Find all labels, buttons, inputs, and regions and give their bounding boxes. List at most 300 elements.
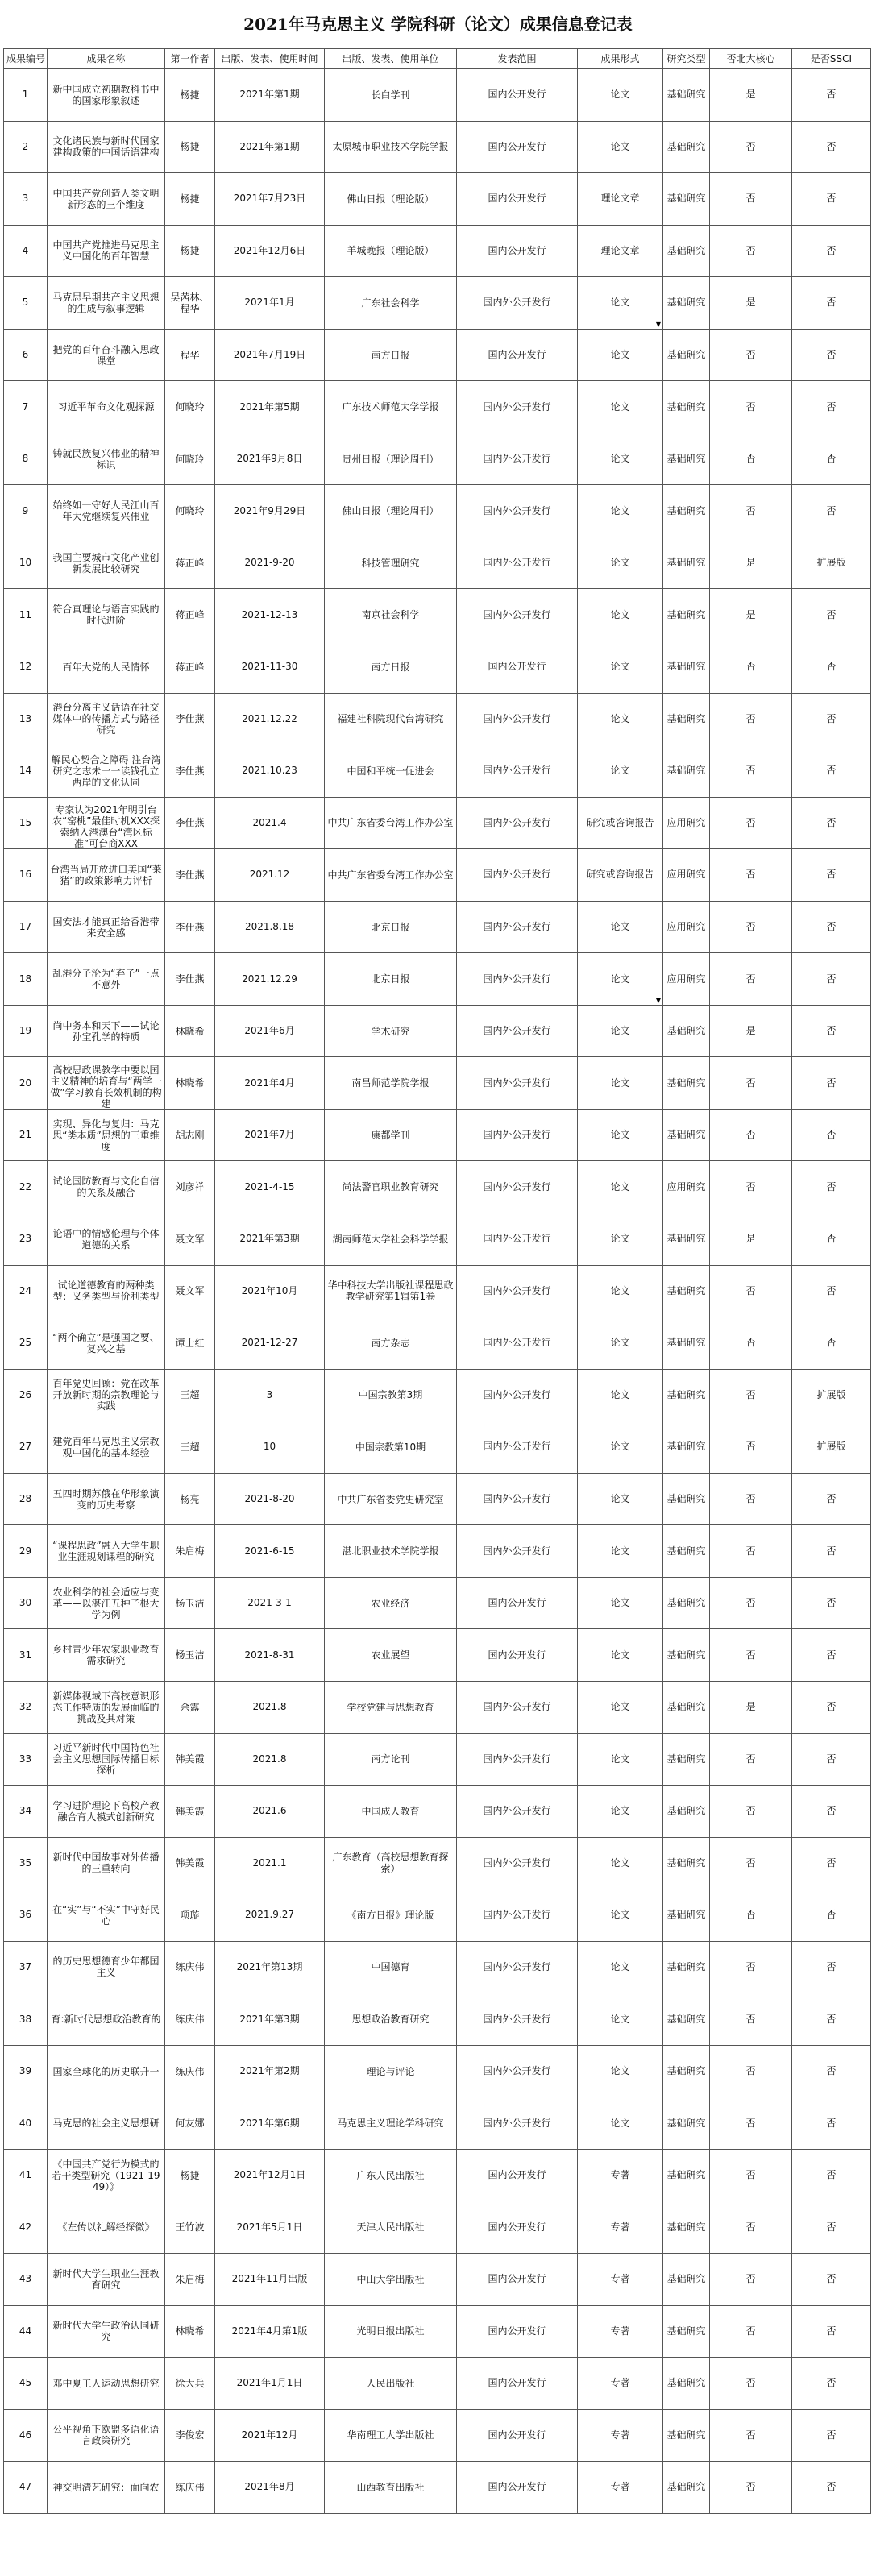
cell-author[interactable] xyxy=(165,1213,215,1266)
cell-name[interactable] xyxy=(48,901,165,953)
cell-time[interactable] xyxy=(215,2305,325,2358)
cell-form[interactable] xyxy=(578,1629,663,1682)
cell-type[interactable] xyxy=(663,1993,710,2046)
cell-type[interactable] xyxy=(663,2253,710,2305)
cell-core[interactable] xyxy=(710,641,792,694)
header-scope[interactable]: 发表范围 xyxy=(457,49,578,69)
cell-no[interactable] xyxy=(4,1317,48,1370)
cell-form[interactable] xyxy=(578,1889,663,1942)
cell-author[interactable] xyxy=(165,381,215,433)
cell-scope[interactable] xyxy=(457,2462,578,2514)
cell-type[interactable] xyxy=(663,1109,710,1161)
cell-unit[interactable] xyxy=(325,121,457,173)
cell-ssci[interactable] xyxy=(792,1265,871,1317)
cell-author[interactable] xyxy=(165,1421,215,1474)
cell-form[interactable] xyxy=(578,2305,663,2358)
cell-author[interactable] xyxy=(165,2149,215,2201)
cell-time[interactable] xyxy=(215,1733,325,1786)
cell-core[interactable] xyxy=(710,849,792,902)
cell-name[interactable] xyxy=(48,433,165,485)
cell-ssci[interactable] xyxy=(792,485,871,537)
cell-name[interactable] xyxy=(48,2358,165,2410)
cell-scope[interactable] xyxy=(457,2149,578,2201)
cell-name[interactable] xyxy=(48,2253,165,2305)
cell-unit[interactable] xyxy=(325,1629,457,1682)
cell-author[interactable] xyxy=(165,2462,215,2514)
cell-type[interactable] xyxy=(663,1057,710,1110)
cell-author[interactable] xyxy=(165,1317,215,1370)
cell-type[interactable] xyxy=(663,537,710,589)
cell-name[interactable] xyxy=(48,173,165,226)
cell-scope[interactable] xyxy=(457,901,578,953)
cell-ssci[interactable] xyxy=(792,2358,871,2410)
cell-no[interactable] xyxy=(4,69,48,122)
cell-scope[interactable] xyxy=(457,381,578,433)
cell-no[interactable] xyxy=(4,1265,48,1317)
cell-scope[interactable] xyxy=(457,1786,578,1838)
cell-type[interactable] xyxy=(663,2097,710,2150)
cell-ssci[interactable] xyxy=(792,2149,871,2201)
cell-time[interactable] xyxy=(215,1525,325,1578)
cell-core[interactable] xyxy=(710,173,792,226)
cell-author[interactable] xyxy=(165,745,215,798)
cell-ssci[interactable] xyxy=(792,2045,871,2097)
cell-core[interactable] xyxy=(710,1577,792,1629)
cell-scope[interactable] xyxy=(457,1109,578,1161)
cell-unit[interactable] xyxy=(325,953,457,1006)
header-time[interactable]: 出版、发表、使用时间 xyxy=(215,49,325,69)
cell-scope[interactable] xyxy=(457,2045,578,2097)
cell-core[interactable] xyxy=(710,225,792,277)
cell-no[interactable] xyxy=(4,1577,48,1629)
cell-scope[interactable] xyxy=(457,1213,578,1266)
cell-scope[interactable] xyxy=(457,693,578,745)
cell-author[interactable] xyxy=(165,641,215,694)
cell-time[interactable] xyxy=(215,225,325,277)
cell-core[interactable] xyxy=(710,1837,792,1889)
cell-form[interactable] xyxy=(578,1577,663,1629)
dropdown-arrow-icon[interactable]: ▼ xyxy=(655,320,661,328)
cell-scope[interactable] xyxy=(457,589,578,641)
cell-author[interactable] xyxy=(165,2305,215,2358)
header-core[interactable]: 否北大核心 xyxy=(710,49,792,69)
cell-unit[interactable] xyxy=(325,1265,457,1317)
cell-name[interactable] xyxy=(48,121,165,173)
cell-time[interactable] xyxy=(215,2045,325,2097)
cell-no[interactable] xyxy=(4,901,48,953)
cell-name[interactable] xyxy=(48,693,165,745)
cell-ssci[interactable] xyxy=(792,537,871,589)
dropdown-arrow-icon[interactable]: ▼ xyxy=(655,996,661,1004)
cell-author[interactable] xyxy=(165,1681,215,1733)
cell-name[interactable] xyxy=(48,225,165,277)
cell-author[interactable] xyxy=(165,1629,215,1682)
cell-no[interactable] xyxy=(4,2305,48,2358)
cell-unit[interactable] xyxy=(325,1941,457,1993)
cell-type[interactable] xyxy=(663,1941,710,1993)
cell-name[interactable] xyxy=(48,849,165,902)
cell-no[interactable] xyxy=(4,277,48,330)
cell-form[interactable] xyxy=(578,1993,663,2046)
cell-scope[interactable] xyxy=(457,537,578,589)
cell-time[interactable] xyxy=(215,745,325,798)
cell-time[interactable] xyxy=(215,2201,325,2254)
cell-form[interactable] xyxy=(578,693,663,745)
cell-time[interactable] xyxy=(215,1993,325,2046)
cell-no[interactable] xyxy=(4,1733,48,1786)
cell-time[interactable] xyxy=(215,1577,325,1629)
cell-core[interactable] xyxy=(710,1681,792,1733)
cell-type[interactable] xyxy=(663,953,710,1006)
cell-author[interactable] xyxy=(165,1786,215,1838)
cell-ssci[interactable] xyxy=(792,1837,871,1889)
cell-time[interactable] xyxy=(215,121,325,173)
cell-name[interactable] xyxy=(48,381,165,433)
cell-author[interactable] xyxy=(165,1993,215,2046)
cell-name[interactable] xyxy=(48,1786,165,1838)
cell-name[interactable] xyxy=(48,1369,165,1421)
cell-author[interactable] xyxy=(165,901,215,953)
cell-no[interactable] xyxy=(4,1941,48,1993)
cell-form[interactable] xyxy=(578,797,663,849)
cell-scope[interactable] xyxy=(457,953,578,1006)
cell-no[interactable] xyxy=(4,589,48,641)
cell-name[interactable] xyxy=(48,1161,165,1213)
cell-core[interactable] xyxy=(710,1993,792,2046)
cell-name[interactable] xyxy=(48,1473,165,1525)
cell-scope[interactable] xyxy=(457,849,578,902)
cell-form[interactable] xyxy=(578,1109,663,1161)
cell-name[interactable] xyxy=(48,797,165,849)
cell-author[interactable] xyxy=(165,1577,215,1629)
cell-form[interactable] xyxy=(578,329,663,381)
cell-no[interactable] xyxy=(4,849,48,902)
cell-core[interactable] xyxy=(710,2409,792,2462)
cell-time[interactable] xyxy=(215,1889,325,1942)
cell-no[interactable] xyxy=(4,1369,48,1421)
cell-core[interactable] xyxy=(710,2201,792,2254)
header-unit[interactable]: 出版、发表、使用单位 xyxy=(325,49,457,69)
cell-ssci[interactable] xyxy=(792,2305,871,2358)
cell-type[interactable] xyxy=(663,121,710,173)
cell-unit[interactable] xyxy=(325,329,457,381)
cell-name[interactable] xyxy=(48,589,165,641)
cell-type[interactable] xyxy=(663,1213,710,1266)
cell-scope[interactable] xyxy=(457,173,578,226)
cell-time[interactable] xyxy=(215,277,325,330)
cell-time[interactable] xyxy=(215,1057,325,1110)
cell-scope[interactable] xyxy=(457,2409,578,2462)
cell-no[interactable] xyxy=(4,1161,48,1213)
cell-no[interactable] xyxy=(4,1993,48,2046)
cell-name[interactable] xyxy=(48,1421,165,1474)
cell-ssci[interactable] xyxy=(792,1473,871,1525)
cell-name[interactable] xyxy=(48,1629,165,1682)
cell-time[interactable] xyxy=(215,1837,325,1889)
cell-ssci[interactable] xyxy=(792,381,871,433)
cell-no[interactable] xyxy=(4,1525,48,1578)
cell-ssci[interactable] xyxy=(792,329,871,381)
cell-unit[interactable] xyxy=(325,2201,457,2254)
cell-type[interactable] xyxy=(663,1525,710,1578)
cell-no[interactable] xyxy=(4,1681,48,1733)
cell-type[interactable] xyxy=(663,1473,710,1525)
cell-type[interactable] xyxy=(663,2409,710,2462)
cell-unit[interactable] xyxy=(325,1057,457,1110)
cell-author[interactable] xyxy=(165,1109,215,1161)
cell-form[interactable] xyxy=(578,277,663,330)
cell-time[interactable] xyxy=(215,1161,325,1213)
cell-time[interactable] xyxy=(215,2358,325,2410)
cell-unit[interactable] xyxy=(325,1733,457,1786)
cell-name[interactable] xyxy=(48,1525,165,1578)
cell-form[interactable] xyxy=(578,745,663,798)
cell-time[interactable] xyxy=(215,693,325,745)
cell-ssci[interactable] xyxy=(792,589,871,641)
cell-type[interactable] xyxy=(663,277,710,330)
cell-name[interactable] xyxy=(48,2201,165,2254)
cell-scope[interactable] xyxy=(457,1473,578,1525)
cell-unit[interactable] xyxy=(325,1889,457,1942)
cell-core[interactable] xyxy=(710,2045,792,2097)
cell-name[interactable] xyxy=(48,1577,165,1629)
cell-no[interactable] xyxy=(4,641,48,694)
cell-core[interactable] xyxy=(710,693,792,745)
cell-unit[interactable] xyxy=(325,2045,457,2097)
cell-no[interactable] xyxy=(4,329,48,381)
cell-type[interactable] xyxy=(663,1369,710,1421)
cell-scope[interactable] xyxy=(457,2201,578,2254)
cell-scope[interactable] xyxy=(457,2097,578,2150)
cell-ssci[interactable] xyxy=(792,641,871,694)
cell-core[interactable] xyxy=(710,2358,792,2410)
cell-scope[interactable] xyxy=(457,1837,578,1889)
cell-author[interactable] xyxy=(165,277,215,330)
cell-core[interactable] xyxy=(710,2097,792,2150)
cell-author[interactable] xyxy=(165,2097,215,2150)
cell-time[interactable] xyxy=(215,1317,325,1370)
cell-scope[interactable] xyxy=(457,1005,578,1057)
cell-type[interactable] xyxy=(663,485,710,537)
cell-ssci[interactable] xyxy=(792,1941,871,1993)
cell-time[interactable] xyxy=(215,2097,325,2150)
cell-no[interactable] xyxy=(4,2358,48,2410)
cell-form[interactable] xyxy=(578,1421,663,1474)
cell-type[interactable] xyxy=(663,641,710,694)
cell-form[interactable] xyxy=(578,901,663,953)
cell-form[interactable] xyxy=(578,589,663,641)
cell-time[interactable] xyxy=(215,589,325,641)
cell-no[interactable] xyxy=(4,225,48,277)
cell-author[interactable] xyxy=(165,1889,215,1942)
cell-type[interactable] xyxy=(663,745,710,798)
cell-unit[interactable] xyxy=(325,2149,457,2201)
cell-ssci[interactable] xyxy=(792,1005,871,1057)
cell-core[interactable] xyxy=(710,745,792,798)
cell-author[interactable] xyxy=(165,173,215,226)
cell-unit[interactable] xyxy=(325,2253,457,2305)
cell-type[interactable] xyxy=(663,797,710,849)
cell-core[interactable] xyxy=(710,953,792,1006)
cell-type[interactable] xyxy=(663,2462,710,2514)
cell-form[interactable] xyxy=(578,121,663,173)
cell-type[interactable] xyxy=(663,1629,710,1682)
cell-name[interactable] xyxy=(48,1733,165,1786)
cell-scope[interactable] xyxy=(457,1993,578,2046)
cell-no[interactable] xyxy=(4,1109,48,1161)
cell-ssci[interactable] xyxy=(792,1629,871,1682)
cell-unit[interactable] xyxy=(325,537,457,589)
cell-name[interactable] xyxy=(48,1057,165,1110)
cell-unit[interactable] xyxy=(325,1681,457,1733)
cell-unit[interactable] xyxy=(325,1837,457,1889)
cell-time[interactable] xyxy=(215,901,325,953)
cell-time[interactable] xyxy=(215,537,325,589)
cell-name[interactable] xyxy=(48,641,165,694)
cell-time[interactable] xyxy=(215,1109,325,1161)
cell-no[interactable] xyxy=(4,121,48,173)
cell-no[interactable] xyxy=(4,433,48,485)
cell-form[interactable] xyxy=(578,1161,663,1213)
cell-name[interactable] xyxy=(48,1681,165,1733)
cell-time[interactable] xyxy=(215,1421,325,1474)
cell-unit[interactable] xyxy=(325,1005,457,1057)
cell-name[interactable] xyxy=(48,277,165,330)
cell-type[interactable] xyxy=(663,381,710,433)
cell-no[interactable] xyxy=(4,537,48,589)
cell-form[interactable] xyxy=(578,433,663,485)
cell-unit[interactable] xyxy=(325,2462,457,2514)
cell-core[interactable] xyxy=(710,1629,792,1682)
cell-ssci[interactable] xyxy=(792,1889,871,1942)
cell-type[interactable] xyxy=(663,849,710,902)
cell-author[interactable] xyxy=(165,589,215,641)
header-no[interactable]: 成果编号 xyxy=(4,49,48,69)
cell-ssci[interactable] xyxy=(792,1161,871,1213)
cell-core[interactable] xyxy=(710,1109,792,1161)
cell-scope[interactable] xyxy=(457,641,578,694)
cell-form[interactable] xyxy=(578,1317,663,1370)
cell-author[interactable] xyxy=(165,2253,215,2305)
cell-type[interactable] xyxy=(663,1317,710,1370)
cell-ssci[interactable] xyxy=(792,2409,871,2462)
cell-no[interactable] xyxy=(4,173,48,226)
cell-name[interactable] xyxy=(48,2409,165,2462)
cell-scope[interactable] xyxy=(457,485,578,537)
cell-author[interactable] xyxy=(165,1057,215,1110)
cell-author[interactable] xyxy=(165,1733,215,1786)
cell-author[interactable] xyxy=(165,693,215,745)
cell-scope[interactable] xyxy=(457,121,578,173)
cell-time[interactable] xyxy=(215,2462,325,2514)
cell-name[interactable] xyxy=(48,2097,165,2150)
cell-core[interactable] xyxy=(710,433,792,485)
cell-scope[interactable] xyxy=(457,69,578,122)
header-ssci[interactable]: 是否SSCI xyxy=(792,49,871,69)
cell-no[interactable] xyxy=(4,2201,48,2254)
cell-author[interactable] xyxy=(165,1837,215,1889)
cell-no[interactable] xyxy=(4,2097,48,2150)
cell-core[interactable] xyxy=(710,1005,792,1057)
cell-unit[interactable] xyxy=(325,1369,457,1421)
cell-core[interactable] xyxy=(710,381,792,433)
cell-ssci[interactable] xyxy=(792,1213,871,1266)
cell-core[interactable] xyxy=(710,1473,792,1525)
cell-time[interactable] xyxy=(215,2149,325,2201)
cell-type[interactable] xyxy=(663,1889,710,1942)
cell-no[interactable] xyxy=(4,2149,48,2201)
cell-unit[interactable] xyxy=(325,173,457,226)
cell-form[interactable] xyxy=(578,849,663,902)
cell-core[interactable] xyxy=(710,485,792,537)
cell-form[interactable] xyxy=(578,953,663,1006)
cell-ssci[interactable] xyxy=(792,797,871,849)
cell-unit[interactable] xyxy=(325,849,457,902)
cell-author[interactable] xyxy=(165,1473,215,1525)
cell-ssci[interactable] xyxy=(792,693,871,745)
cell-scope[interactable] xyxy=(457,797,578,849)
cell-type[interactable] xyxy=(663,2305,710,2358)
cell-core[interactable] xyxy=(710,69,792,122)
cell-form[interactable] xyxy=(578,173,663,226)
cell-unit[interactable] xyxy=(325,1213,457,1266)
cell-name[interactable] xyxy=(48,329,165,381)
cell-core[interactable] xyxy=(710,2253,792,2305)
cell-core[interactable] xyxy=(710,277,792,330)
cell-core[interactable] xyxy=(710,1317,792,1370)
cell-author[interactable] xyxy=(165,2201,215,2254)
cell-author[interactable] xyxy=(165,433,215,485)
cell-ssci[interactable] xyxy=(792,1421,871,1474)
cell-form[interactable] xyxy=(578,1265,663,1317)
cell-no[interactable] xyxy=(4,2462,48,2514)
cell-unit[interactable] xyxy=(325,1161,457,1213)
cell-unit[interactable] xyxy=(325,277,457,330)
cell-type[interactable] xyxy=(663,69,710,122)
cell-ssci[interactable] xyxy=(792,1057,871,1110)
cell-unit[interactable] xyxy=(325,1993,457,2046)
cell-author[interactable] xyxy=(165,69,215,122)
cell-author[interactable] xyxy=(165,121,215,173)
cell-type[interactable] xyxy=(663,1265,710,1317)
cell-scope[interactable] xyxy=(457,1577,578,1629)
cell-unit[interactable] xyxy=(325,381,457,433)
cell-no[interactable] xyxy=(4,1889,48,1942)
cell-core[interactable] xyxy=(710,121,792,173)
cell-no[interactable] xyxy=(4,1629,48,1682)
cell-no[interactable] xyxy=(4,1786,48,1838)
cell-unit[interactable] xyxy=(325,2097,457,2150)
cell-time[interactable] xyxy=(215,849,325,902)
cell-form[interactable] xyxy=(578,2409,663,2462)
cell-no[interactable] xyxy=(4,1057,48,1110)
cell-core[interactable] xyxy=(710,589,792,641)
cell-author[interactable] xyxy=(165,1265,215,1317)
cell-author[interactable] xyxy=(165,1525,215,1578)
cell-no[interactable] xyxy=(4,797,48,849)
cell-ssci[interactable] xyxy=(792,849,871,902)
cell-scope[interactable] xyxy=(457,2253,578,2305)
cell-ssci[interactable] xyxy=(792,1733,871,1786)
cell-type[interactable] xyxy=(663,1421,710,1474)
cell-unit[interactable] xyxy=(325,1317,457,1370)
cell-core[interactable] xyxy=(710,1161,792,1213)
cell-ssci[interactable] xyxy=(792,2253,871,2305)
cell-time[interactable] xyxy=(215,1005,325,1057)
cell-time[interactable] xyxy=(215,1473,325,1525)
cell-scope[interactable] xyxy=(457,1421,578,1474)
cell-form[interactable] xyxy=(578,2149,663,2201)
